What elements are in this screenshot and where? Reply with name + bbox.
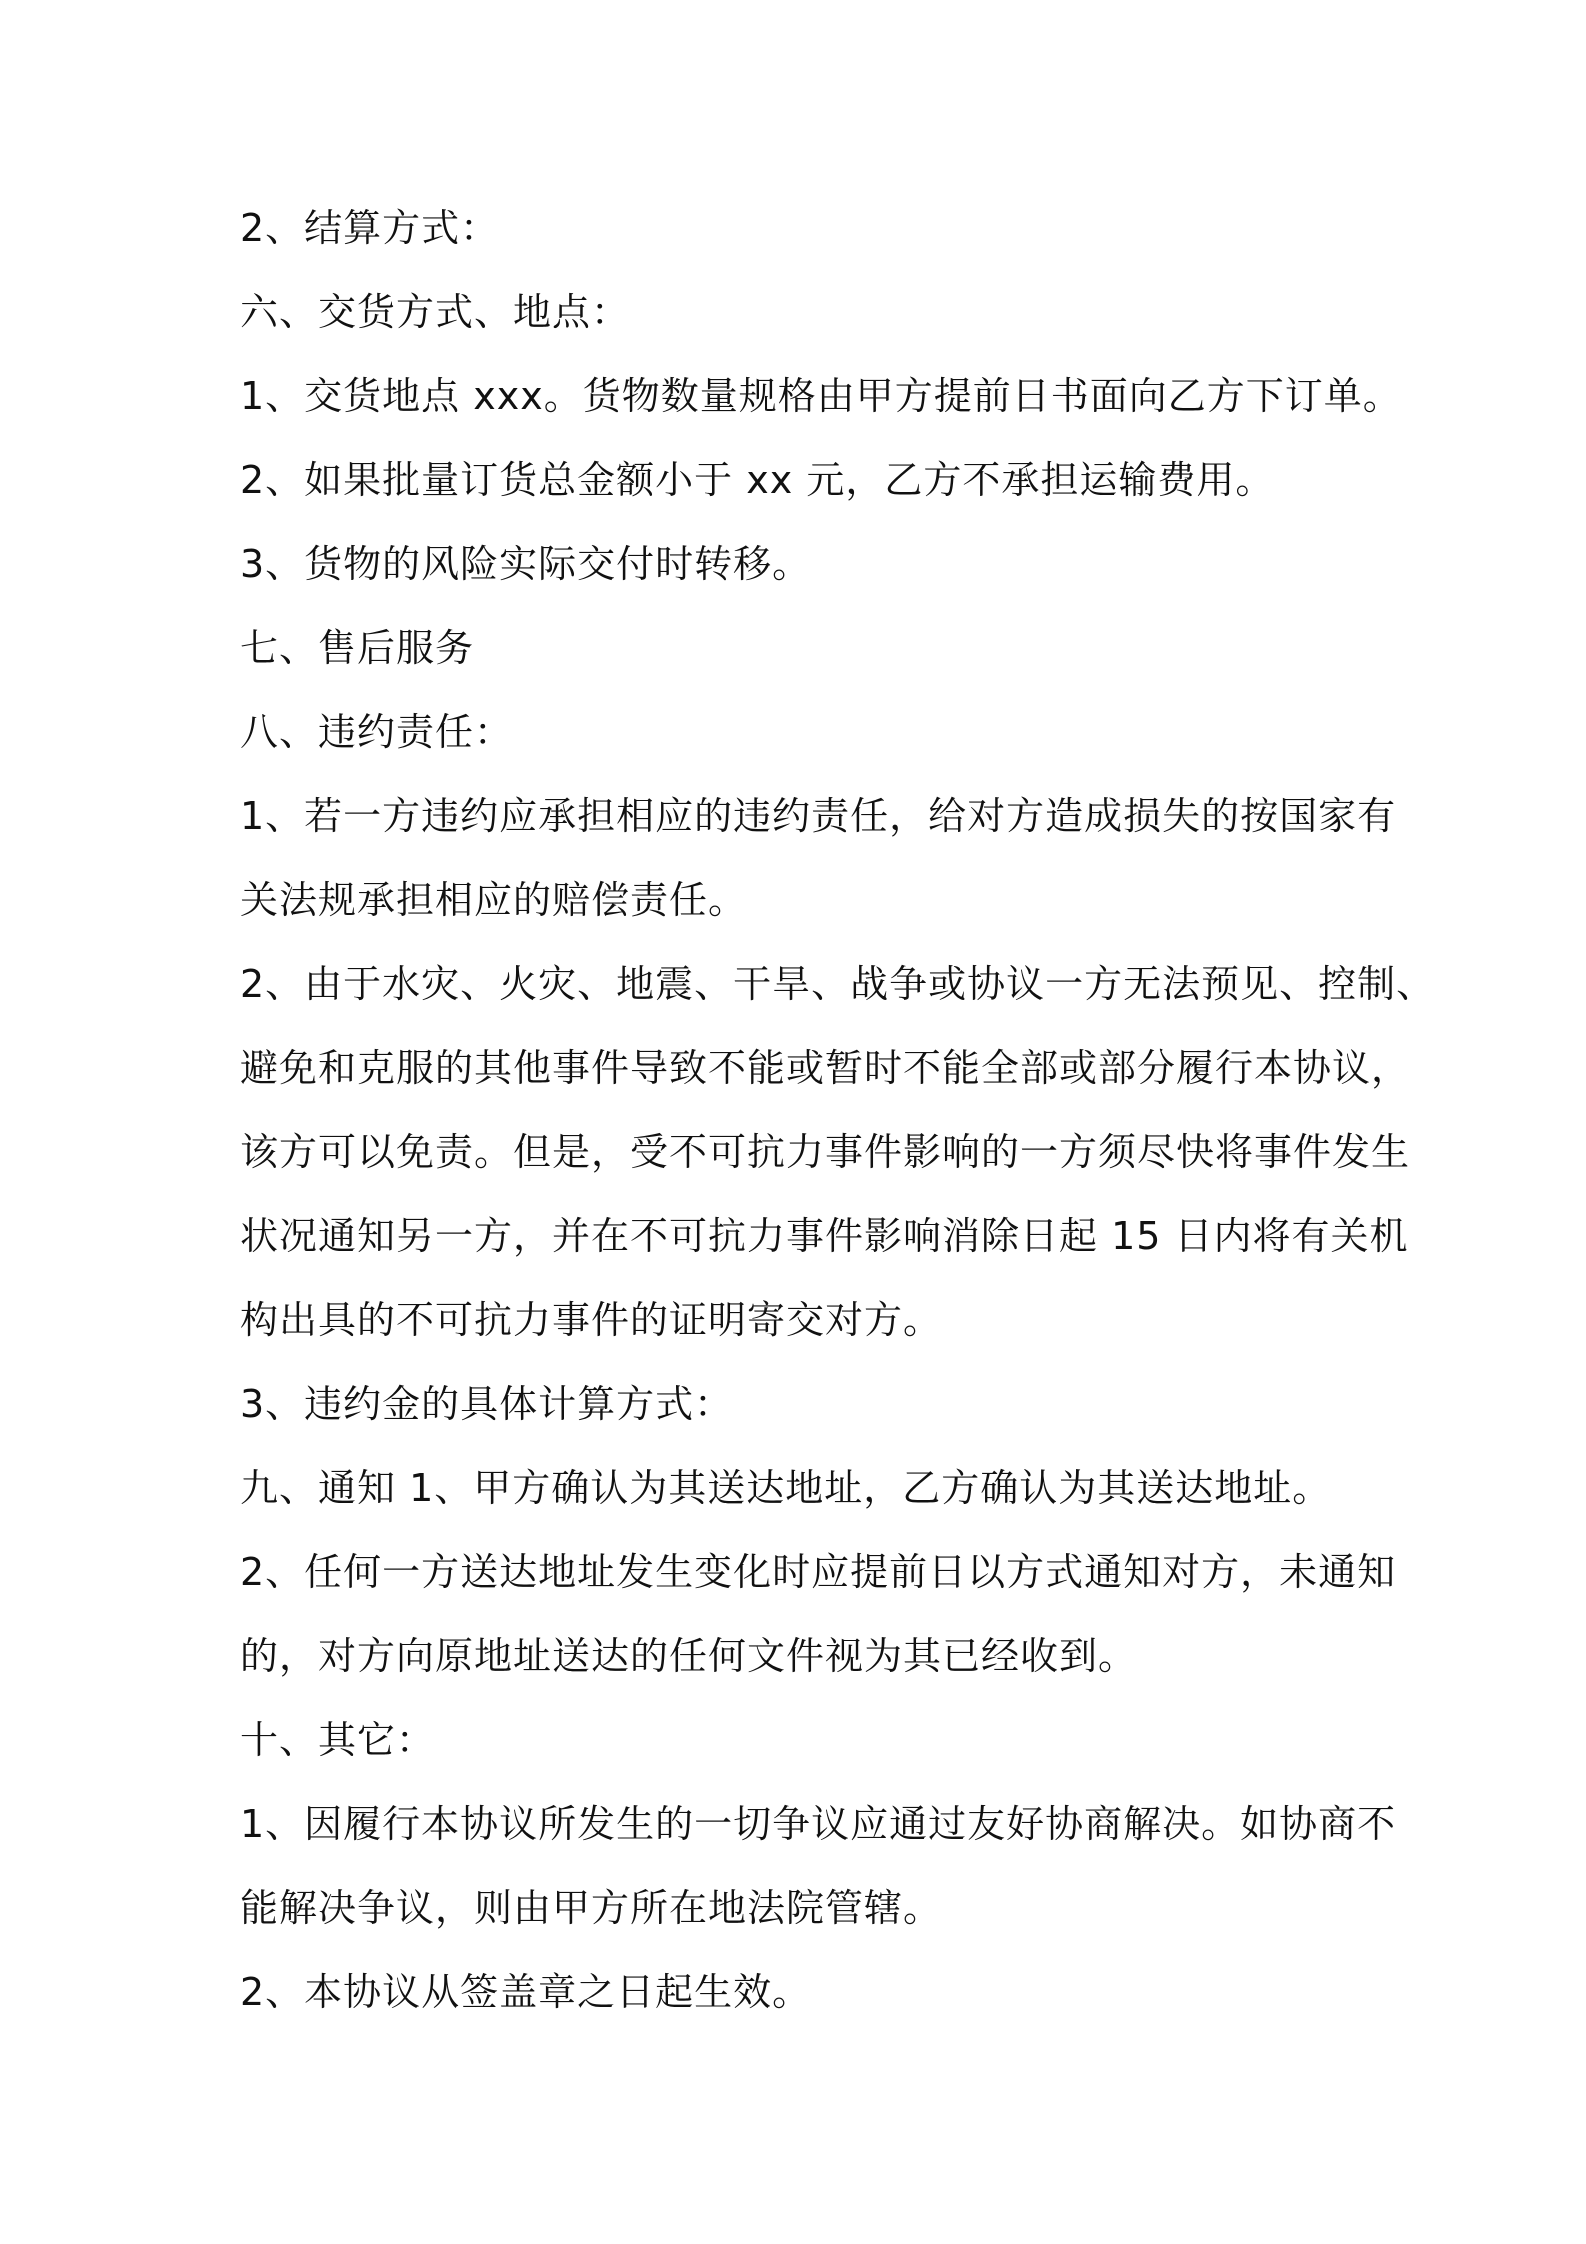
clause-other-1-line-2: 能解决争议，则由甲方所在地法院管辖。 (240, 1886, 943, 1930)
clause-delivery-freight: 2、如果批量订货总金额小于 xx 元，乙方不承担运输费用。 (240, 458, 1275, 502)
clause-notice-2-line-2: 的，对方向原地址送达的任何文件视为其已经收到。 (240, 1634, 1138, 1678)
section-notice-heading: 九、通知 1、甲方确认为其送达地址，乙方确认为其送达地址。 (240, 1466, 1332, 1510)
clause-liability-2-line-4: 状况通知另一方，并在不可抗力事件影响消除日起 15 日内将有关机 (240, 1214, 1409, 1258)
clause-settlement-method: 2、结算方式： (240, 206, 500, 250)
section-liability-heading: 八、违约责任： (240, 710, 514, 754)
clause-liability-2-line-1: 2、由于水灾、火灾、地震、干旱、战争或协议一方无法预见、控制、 (240, 962, 1436, 1006)
clause-liability-2-line-2: 避免和克服的其他事件导致不能或暂时不能全部或部分履行本协议， (240, 1046, 1411, 1090)
section-delivery-heading: 六、交货方式、地点： (240, 290, 631, 334)
document-body (240, 200, 1436, 2048)
clause-liability-3: 3、违约金的具体计算方式： (240, 1382, 734, 1426)
clause-delivery-risk: 3、货物的风险实际交付时转移。 (240, 542, 812, 586)
clause-liability-2-line-3: 该方可以免责。但是，受不可抗力事件影响的一方须尽快将事件发生 (240, 1130, 1411, 1174)
section-other-heading: 十、其它： (240, 1718, 436, 1762)
clause-liability-2-line-5: 构出具的不可抗力事件的证明寄交对方。 (240, 1298, 943, 1342)
clause-notice-2-line-1: 2、任何一方送达地址发生变化时应提前日以方式通知对方，未通知 (240, 1550, 1397, 1594)
clause-delivery-location: 1、交货地点 xxx。货物数量规格由甲方提前日书面向乙方下订单。 (240, 374, 1402, 418)
clause-liability-1-line-2: 关法规承担相应的赔偿责任。 (240, 878, 748, 922)
clause-other-2: 2、本协议从签盖章之日起生效。 (240, 1970, 812, 2014)
clause-liability-1-line-1: 1、若一方违约应承担相应的违约责任，给对方造成损失的按国家有 (240, 794, 1397, 838)
clause-other-1-line-1: 1、因履行本协议所发生的一切争议应通过友好协商解决。如协商不 (240, 1802, 1397, 1846)
section-after-sales-heading: 七、售后服务 (240, 626, 475, 670)
